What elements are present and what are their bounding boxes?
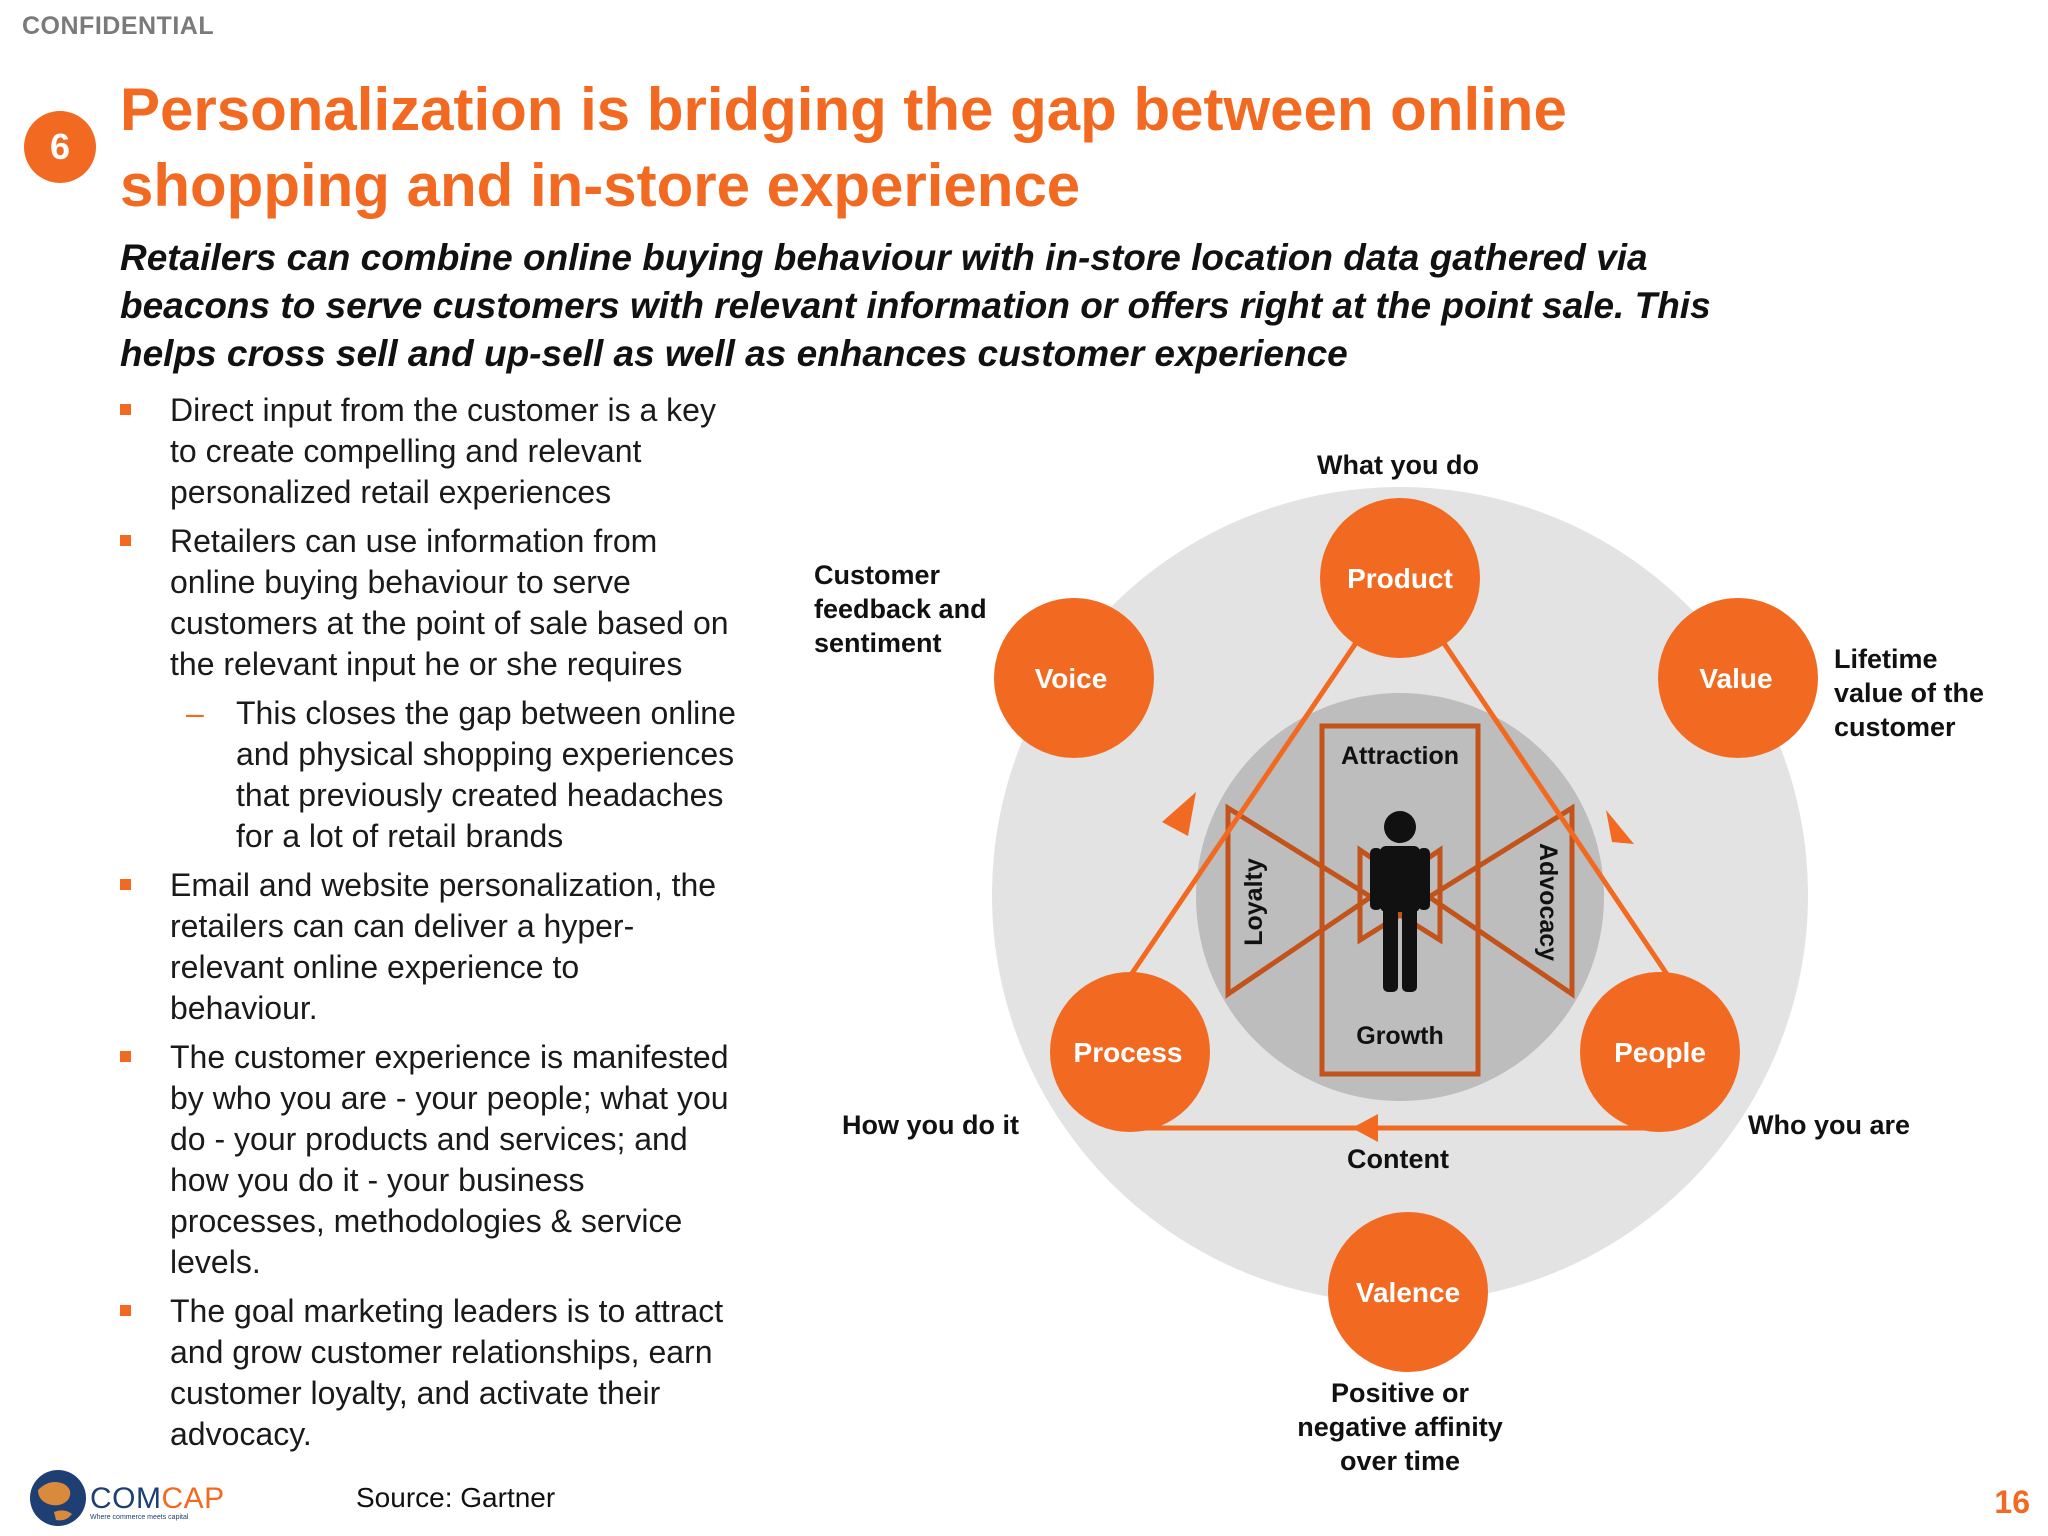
voice-label: Voice (1034, 663, 1108, 694)
process-label: Process (1073, 1037, 1183, 1068)
bullet-line: by who you are - your people; what you (170, 1080, 729, 1116)
content-caption: Content (1347, 1144, 1449, 1174)
title-line: Personalization is bridging the gap between online (120, 76, 1567, 143)
bullet-line: that previously created headaches (236, 777, 724, 813)
bullet-line: customer loyalty, and activate their (170, 1375, 661, 1411)
bullet-line: The customer experience is manifested (170, 1039, 729, 1075)
bullet-line: Retailers can use information from (170, 523, 658, 559)
logo-wordmark-accent: CAP (161, 1482, 225, 1515)
how-you-do-it-caption: How you do it (842, 1110, 1019, 1140)
bullet-line: The goal marketing leaders is to attract (170, 1293, 724, 1329)
lifetime-value-caption: value of the (1834, 678, 1985, 708)
people-label: People (1614, 1037, 1706, 1068)
bullet-line: for a lot of retail brands (236, 818, 564, 854)
bullet-line: processes, methodologies & service (170, 1203, 683, 1239)
bullet-line: to create compelling and relevant (170, 433, 642, 469)
bullet-line: the relevant input he or she requires (170, 646, 683, 682)
value-label: Value (1699, 663, 1773, 694)
slide-number-badge: 6 (24, 111, 96, 183)
affinity-caption: negative affinity (1297, 1412, 1503, 1442)
bullet-line: retailers can can deliver a hyper- (170, 908, 635, 944)
title-line: shopping and in-store experience (120, 152, 1081, 219)
affinity-caption: over time (1339, 1446, 1461, 1476)
subtitle-line: helps cross sell and up-sell as well as enhances customer experience (120, 333, 1348, 374)
subtitle-line: beacons to serve customers with relevant information or offers right at the point sale. This (120, 285, 1711, 326)
bullet-line: personalized retail experiences (170, 474, 612, 510)
bullet-line: and grow customer relationships, earn (170, 1334, 713, 1370)
bullet-line: customers at the point of sale based on (170, 605, 729, 641)
bullet-line: Direct input from the customer is a key (170, 392, 716, 428)
logo-wordmark-part: COM (90, 1482, 162, 1515)
what-you-do-caption: What you do (1317, 450, 1479, 480)
loyalty-label: Loyalty (1240, 858, 1268, 946)
customer-feedback-caption: feedback and (814, 594, 987, 624)
logo-wordmark (90, 1482, 225, 1516)
bullet-line: behaviour. (170, 990, 318, 1026)
affinity-caption: Positive or (1330, 1378, 1470, 1408)
lifetime-value-caption: customer (1834, 712, 1956, 742)
confidential-label: CONFIDENTIAL (22, 12, 215, 40)
source-note: Source: Gartner (356, 1482, 556, 1513)
valence-label: Valence (1355, 1277, 1461, 1308)
bullet-line: and physical shopping experiences (236, 736, 735, 772)
bullet-line: do - your products and services; and (170, 1121, 688, 1157)
logo-tagline: Where commerce meets capital (90, 1514, 189, 1521)
growth-label: Growth (1356, 1022, 1444, 1050)
customer-feedback-caption: sentiment (814, 628, 942, 658)
who-you-are-caption: Who you are (1748, 1110, 1911, 1140)
bullet-line: Email and website personalization, the (170, 867, 717, 903)
product-label: Product (1347, 563, 1453, 594)
dash-marker: – (186, 695, 204, 731)
bullet-line: This closes the gap between online (236, 695, 736, 731)
bullet-line: levels. (170, 1244, 261, 1280)
subtitle-line: Retailers can combine online buying behaviour with in-store location data gathered via (120, 237, 1648, 278)
customer-feedback-caption: Customer (814, 560, 941, 590)
bullet-line: online buying behaviour to serve (170, 564, 631, 600)
lifetime-value-caption: Lifetime (1834, 644, 1938, 674)
page-number: 16 (1994, 1484, 2030, 1520)
attraction-label: Attraction (1340, 742, 1460, 770)
bullet-line: relevant online experience to (170, 949, 580, 985)
bullet-line: how you do it - your business (170, 1162, 585, 1198)
bullet-line: advocacy. (170, 1416, 312, 1452)
advocacy-label: Advocacy (1534, 842, 1562, 962)
